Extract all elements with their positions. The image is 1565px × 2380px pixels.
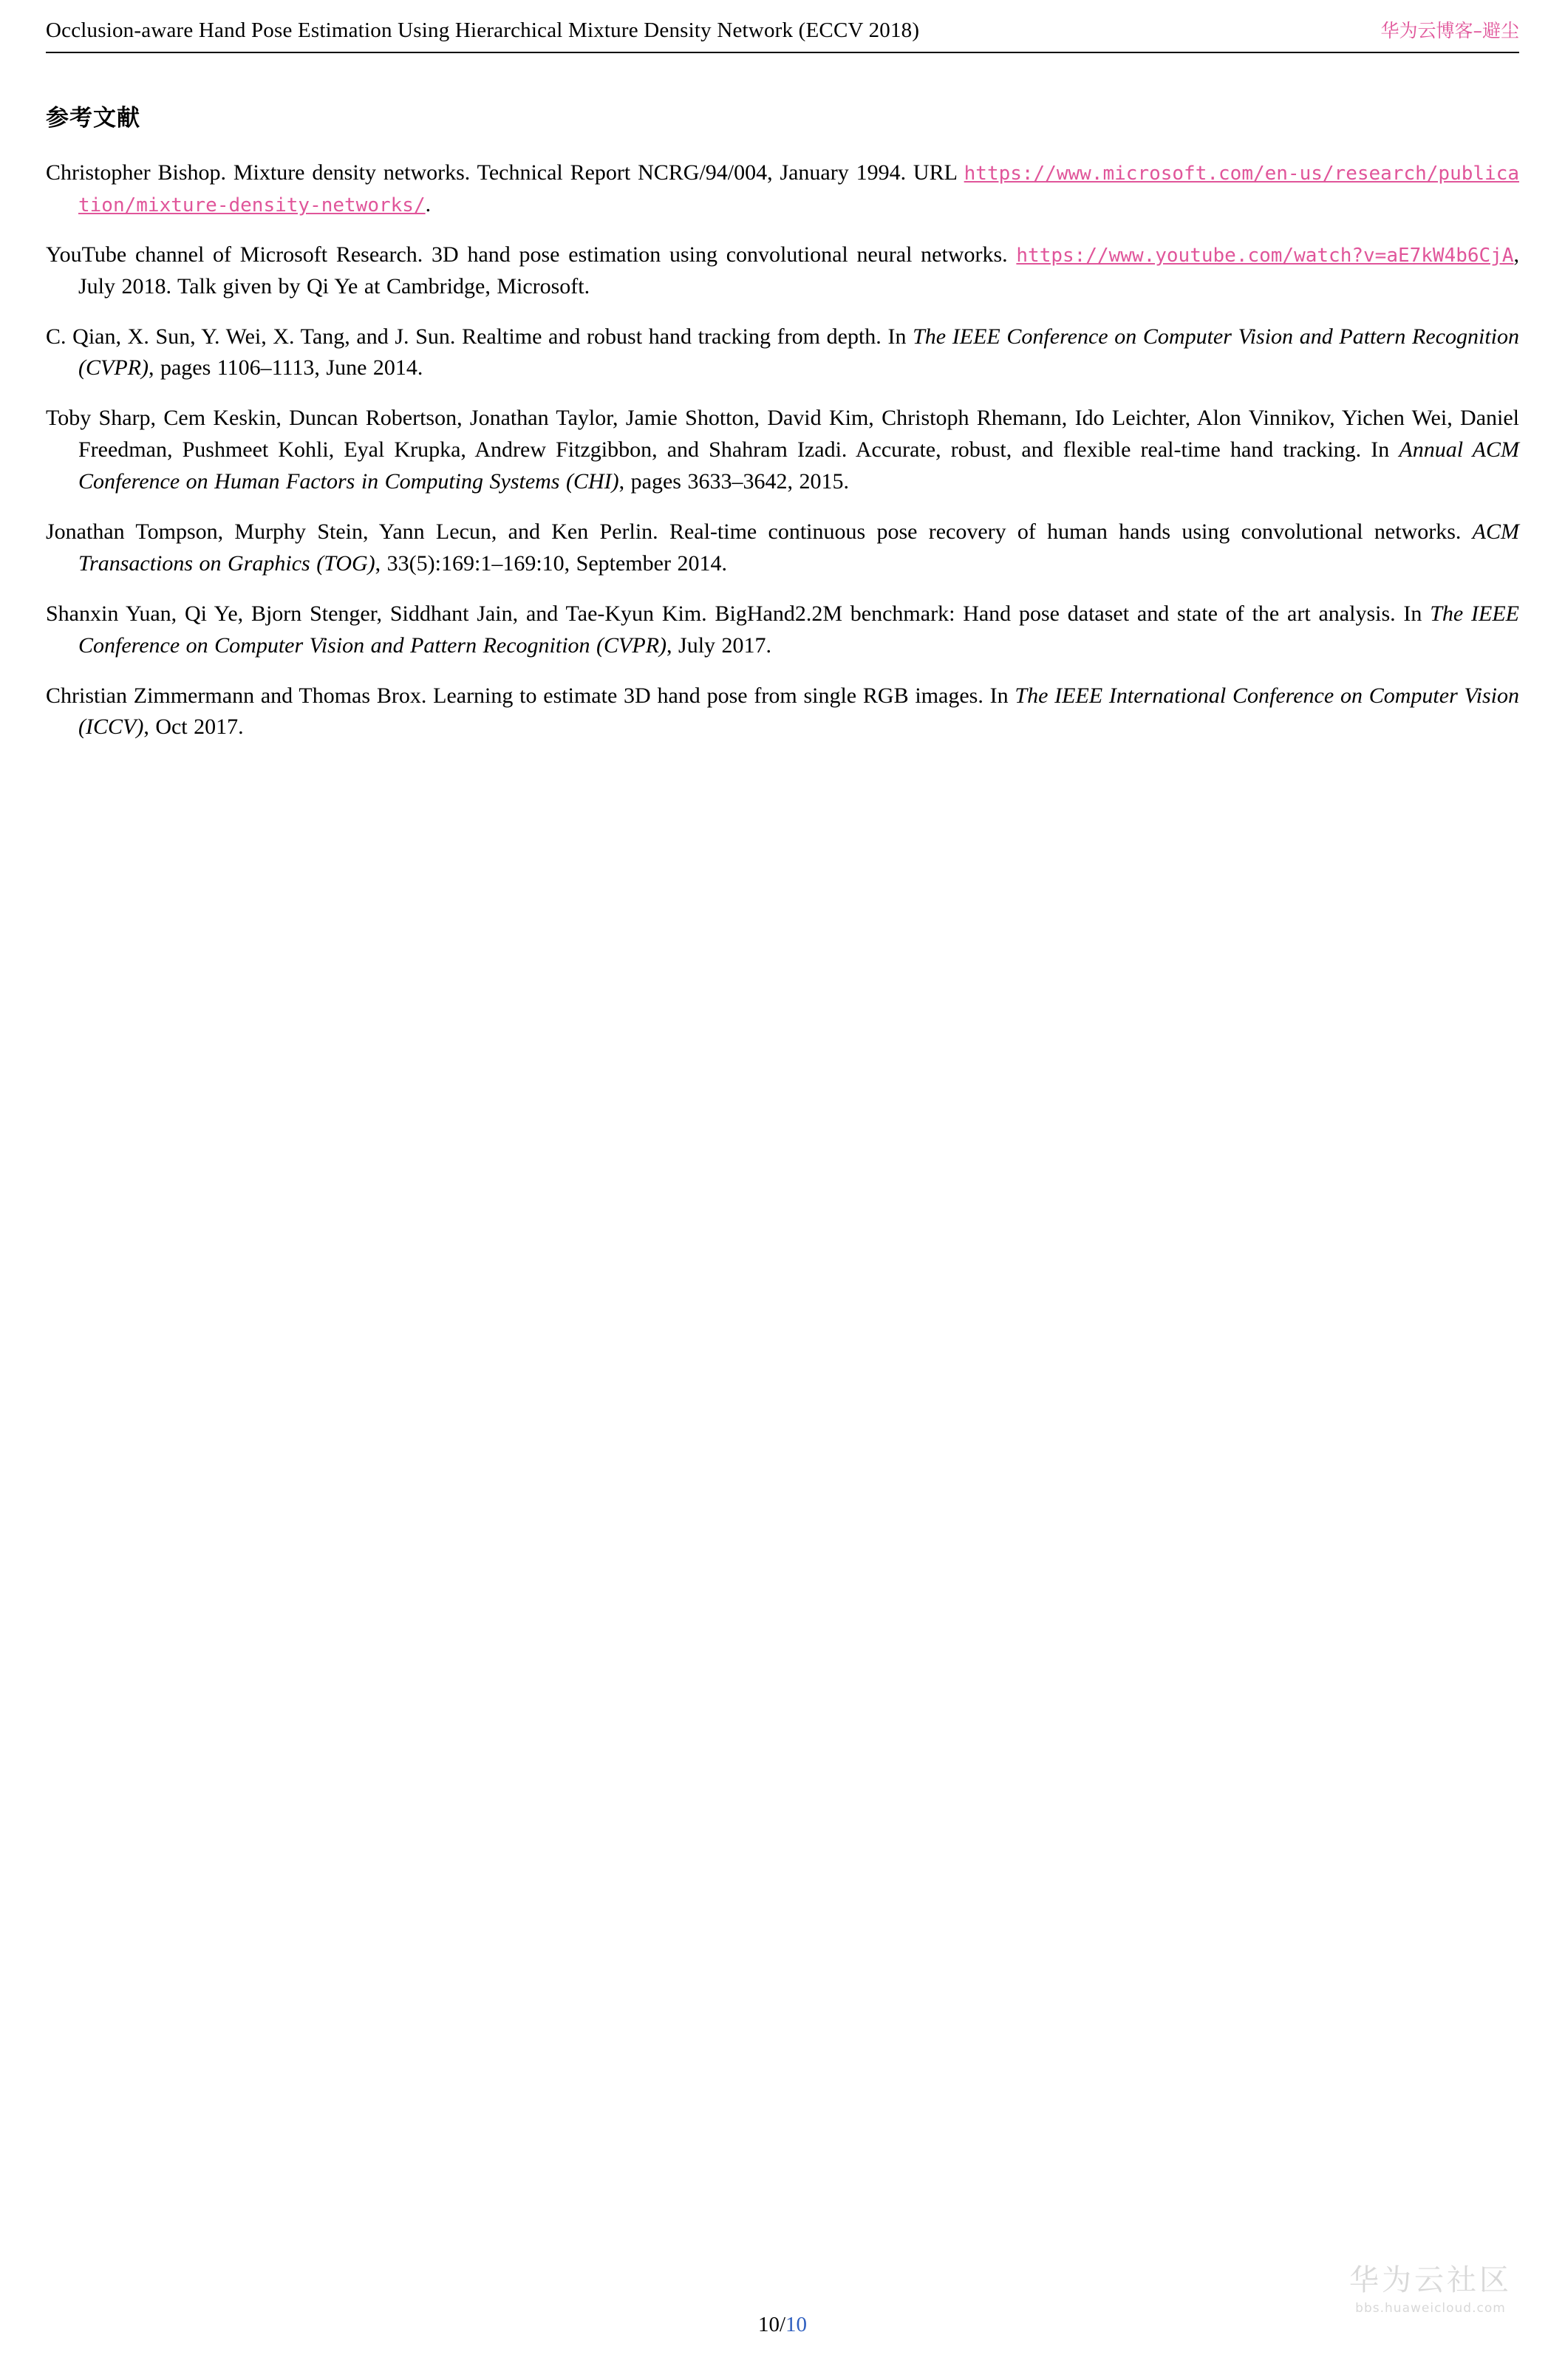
reference-item bbox=[46, 681, 1519, 744]
reference-venue: The IEEE Conference on Computer Vision and Pattern Recognition (CVPR) bbox=[78, 324, 1519, 381]
reference-text: Jonathan Tompson, Murphy Stein, Yann Lecun, and Ken Perlin. Real-time continuous pose recovery of human hands using convolutional networks. bbox=[46, 519, 1473, 545]
page-number-total: 10 bbox=[785, 2313, 808, 2336]
reference-url-link[interactable]: https://www.youtube.com/watch?v=aE7kW4b6CjA bbox=[1016, 244, 1514, 267]
reference-url-link[interactable]: https://www.microsoft.com/en-us/research/publication/mixture-density-networks/ bbox=[78, 163, 1519, 216]
paper-running-title: Occlusion-aware Hand Pose Estimation Using Hierarchical Mixture Density Network (ECCV 2018) bbox=[46, 18, 920, 42]
reference-text: C. Qian, X. Sun, Y. Wei, X. Tang, and J. Sun. Realtime and robust hand tracking from depth. In bbox=[46, 324, 913, 349]
corner-watermark bbox=[1349, 2263, 1512, 2316]
reference-text-tail: , July 2018. Talk given by Qi Ye at Cambridge, Microsoft. bbox=[78, 242, 1519, 299]
reference-text: Christian Zimmermann and Thomas Brox. Learning to estimate 3D hand pose from single RGB images. In bbox=[46, 683, 1015, 708]
reference-venue: ACM Transactions on Graphics (TOG) bbox=[78, 519, 1519, 576]
reference-text-tail: , July 2017. bbox=[666, 632, 772, 658]
page-header bbox=[46, 0, 1519, 53]
reference-text: Toby Sharp, Cem Keskin, Duncan Robertson, Jonathan Taylor, Jamie Shotton, David Kim, Christoph Rhemann, Ido Leichter, Alon Vinnikov, Yichen Wei, Daniel Freedman, Pushmeet Kohli, Eyal Krupka, Andrew Fitzgibbon, and Shahram Izadi. Accurate, robust, and flexible real-time hand tracking. In bbox=[46, 406, 1519, 463]
reference-venue: The IEEE Conference on Computer Vision and Pattern Recognition (CVPR) bbox=[78, 601, 1520, 658]
header-watermark: 华为云博客–避尘 bbox=[1380, 20, 1519, 41]
reference-text: Shanxin Yuan, Qi Ye, Bjorn Stenger, Siddhant Jain, and Tae-Kyun Kim. BigHand2.2M benchmark: Hand pose dataset and state of the art analysis. In bbox=[46, 601, 1431, 626]
reference-venue: The IEEE International Conference on Computer Vision (ICCV) bbox=[78, 683, 1519, 740]
page-footer bbox=[0, 2313, 1565, 2337]
reference-item bbox=[46, 403, 1519, 498]
reference-text-tail: , 33(5):169:1–169:10, September 2014. bbox=[375, 550, 727, 576]
reference-item bbox=[46, 321, 1519, 385]
reference-item bbox=[46, 599, 1519, 662]
section-title-references: 参考文献 bbox=[46, 105, 140, 132]
reference-list bbox=[46, 157, 1519, 743]
reference-text-tail: , Oct 2017. bbox=[143, 715, 244, 740]
reference-venue: Annual ACM Conference on Human Factors in Computing Systems (CHI) bbox=[78, 437, 1519, 494]
reference-item bbox=[46, 157, 1519, 221]
reference-text: Christopher Bishop. Mixture density networks. Technical Report NCRG/94/004, January 1994. URL bbox=[46, 160, 964, 185]
reference-item bbox=[46, 516, 1519, 580]
page-number-current: 10/ bbox=[757, 2313, 786, 2336]
corner-watermark-main: 华为云社区 bbox=[1349, 2263, 1512, 2298]
corner-watermark-sub: bbs.huaweicloud.com bbox=[1355, 2301, 1506, 2316]
reference-text-tail: , pages 3633–3642, 2015. bbox=[618, 469, 849, 494]
reference-item bbox=[46, 239, 1519, 303]
reference-text: YouTube channel of Microsoft Research. 3D hand pose estimation using convolutional neural networks. bbox=[46, 242, 1017, 267]
reference-text-tail: , pages 1106–1113, June 2014. bbox=[148, 355, 423, 381]
reference-text-tail: . bbox=[425, 191, 432, 216]
